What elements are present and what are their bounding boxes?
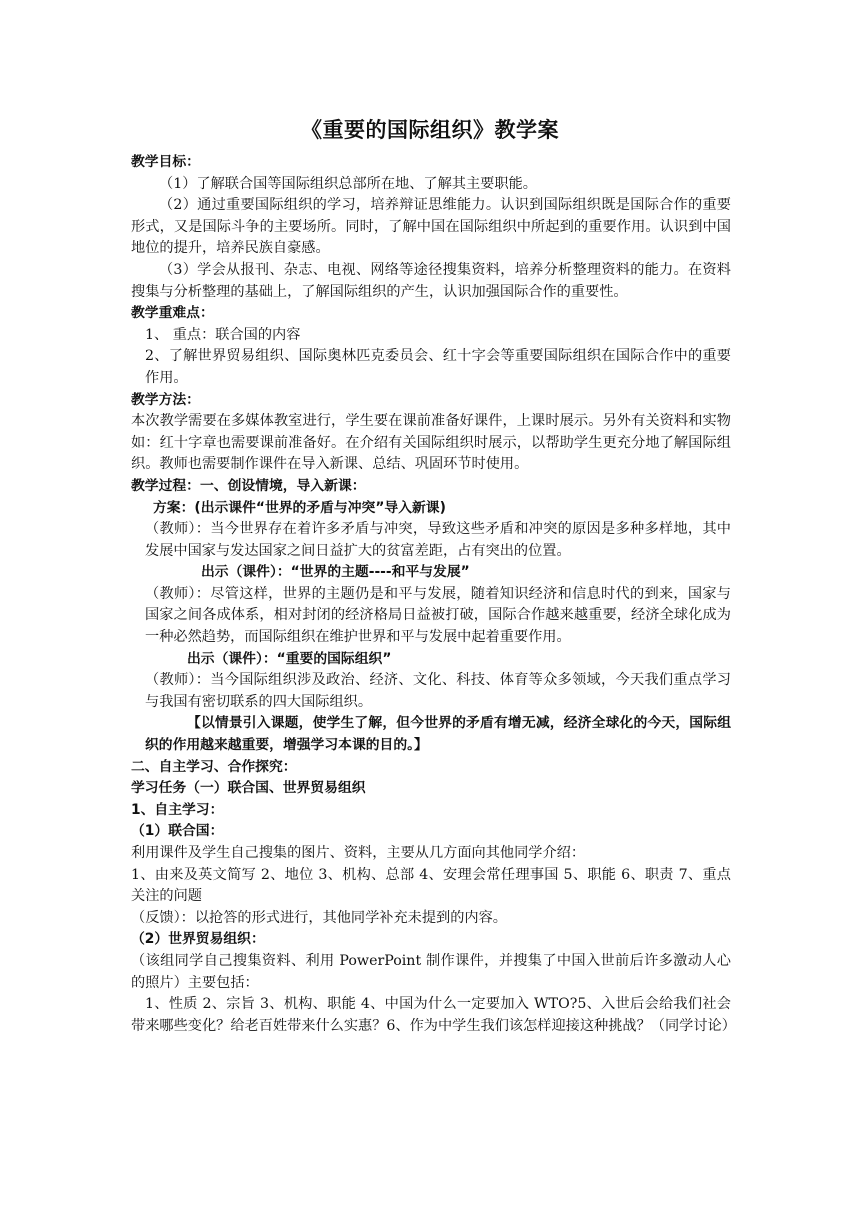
- section2-heading: 二、自主学习、合作探究：: [131, 758, 297, 775]
- un-feedback: （反馈）：以抢答的形式进行，其他同学补充未提到的内容。: [131, 909, 507, 926]
- methods-text: 本次教学需要在多媒体教室进行，学生要在课前准备好课件，上课时展示。另外有关资料和实物如：红十字章也需要课前准备好。在介绍有关国际组织时展示，以帮助学生更充分地了解国际组织。教师也需要制作课件在导入新课、总结、巩固环节时使用。: [131, 413, 731, 473]
- teacher-text-1: （教师）：当今世界存在着许多矛盾与冲突，导致这些矛盾和冲突的原因是多种多样地，其中发展中国家与发达国家之间日益扩大的贫富差距，占有突出的位置。: [145, 521, 731, 559]
- wto-list: 1、性质 2、宗旨 3、机构、职能 4、中国为什么一定要加入 WTO?5、入世后会给我们社会带来哪些变化？给老百姓带来什么实惠？6、作为中学生我们该怎样迎接这种挑战？（同学讨论）: [131, 996, 736, 1034]
- keypoints-heading: 教学重难点：: [131, 305, 214, 322]
- teacher-text-3: （教师）：当今国际组织涉及政治、经济、文化、科技、体育等众多领域，今天我们重点学习与我国有密切联系的四大国际组织。: [145, 672, 731, 710]
- process-heading: 教学过程：一、创设情境，导入新课：: [131, 477, 366, 494]
- methods-heading: 教学方法：: [131, 391, 200, 408]
- learning-task: 学习任务（一）联合国、世界贸易组织: [131, 780, 366, 797]
- show-courseware-2: 出示（课件）：“重要的国际组织”: [187, 650, 392, 667]
- process-plan: 方案：(出示课件“世界的矛盾与冲突”导入新课): [153, 499, 446, 516]
- keypoint-item: 1、 重点：联合国的内容: [145, 326, 301, 343]
- document-body: [131, 152, 736, 1037]
- un-list: 1、由来及英文简写 2、地位 3、机构、总部 4、安理会常任理事国 5、职能 6、职责 7、重点关注的问题: [131, 866, 731, 905]
- wto-heading: （2）世界贸易组织：: [131, 931, 265, 948]
- keypoint-item-text: 2、了解世界贸易组织、国际奥林匹克委员会、红十字会等重要国际组织在国际合作中的重要作用。: [145, 348, 731, 386]
- objectives-heading: 教学目标：: [131, 154, 200, 170]
- teacher-text-2: （教师）：尽管这样，世界的主题仍是和平与发展，随着知识经济和信息时代的到来，国家与国家之间各成体系，相对封闭的经济格局日益被打破，国际合作越来越重要，经济全球化成为一种必然趋势，而国际组织在维护世界和平与发展中起着重要作用。: [145, 585, 731, 646]
- show-courseware-1: 出示（课件）：“世界的主题----和平与发展”: [201, 564, 470, 581]
- objective-item: （3）学会从报刊、杂志、电视、网络等途径搜集资料，培养分析整理资料的能力。在资料搜集与分析整理的基础上，了解国际组织的产生，认识加强国际合作的重要性。: [131, 261, 731, 300]
- objective-item: （2）通过重要国际组织的学习，培养辩证思维能力。认识到国际组织既是国际合作的重要形式，又是国际斗争的主要场所。同时，了解中国在国际组织中所起到的重要作用。认识到中国地位的提升，培养民族自豪感。: [131, 197, 731, 257]
- emphasis-note: 【以情景引入课题，使学生了解，但今世界的矛盾有增无减，经济全球化的今天，国际组织的作用越来越重要，增强学习本课的目的。】: [145, 715, 731, 754]
- un-intro: 利用课件及学生自己搜集的图片、资料，主要从几方面向其他同学介绍：: [131, 845, 586, 861]
- un-heading: （1）联合国：: [131, 823, 224, 840]
- objective-item: （1）了解联合国等国际组织总部所在地、了解其主要职能。: [159, 175, 537, 192]
- wto-intro: （该组同学自己搜集资料、利用 PowerPoint 制作课件，并搜集了中国入世前后许多激动人心的照片）主要包括：: [131, 952, 731, 991]
- document-title: 《重要的国际组织》教学案: [301, 118, 559, 142]
- self-study-heading: 1、自主学习：: [131, 801, 224, 818]
- keypoint-item: [131, 346, 731, 389]
